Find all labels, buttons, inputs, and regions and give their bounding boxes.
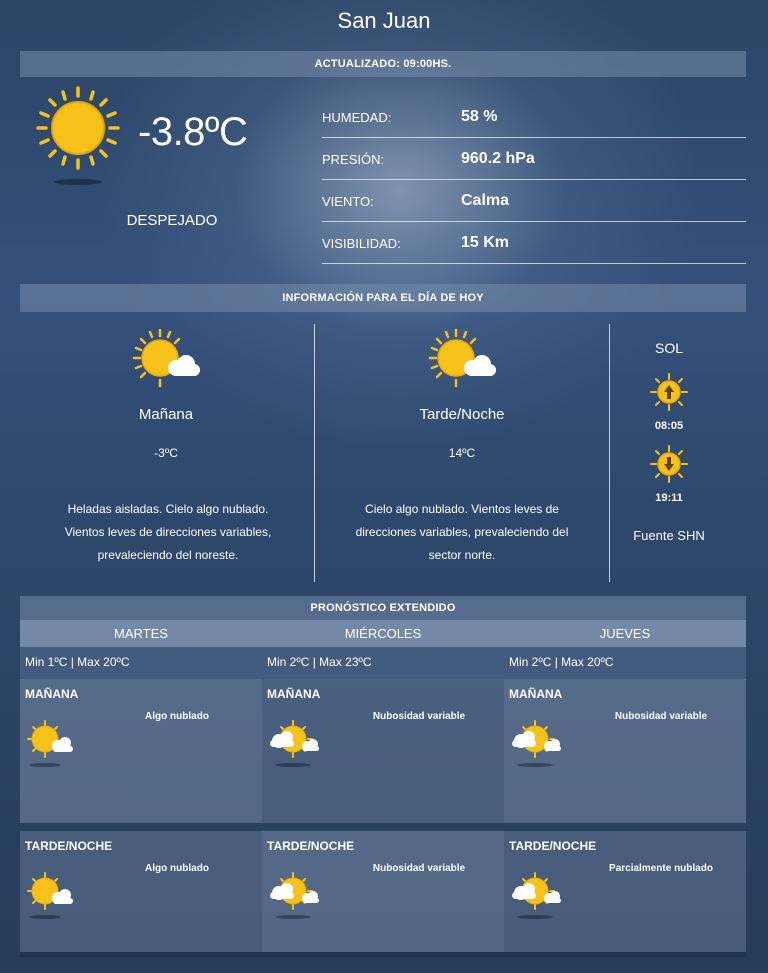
forecast-description: Nubosidad variable	[372, 711, 466, 722]
source-label: Fuente SHN	[633, 528, 705, 543]
today-section-bar: INFORMACIÓN PARA EL DÍA DE HOY	[20, 284, 746, 312]
forecast-description: Parcialmente nublado	[609, 863, 713, 874]
stat-label: VIENTO:	[322, 194, 374, 209]
extended-section-bar: PRONÓSTICO EXTENDIDO	[20, 596, 746, 620]
stat-value: 960.2 hPa	[461, 149, 535, 167]
forecast-morning-cell	[504, 679, 746, 823]
forecast-evening-cell	[20, 831, 262, 952]
forecast-description: Algo nublado	[145, 711, 209, 722]
stat-humidity	[322, 96, 746, 138]
sun-cloud-icon	[428, 328, 498, 395]
sun-title: SOL	[654, 340, 683, 356]
forecast-period-label: TARDE/NOCHE	[267, 839, 355, 853]
column-divider	[314, 324, 315, 582]
stat-value: 15 Km	[461, 233, 510, 251]
sun-cloud-icon	[132, 328, 202, 395]
forecast-period-label: MAÑANA	[509, 687, 563, 701]
forecast-day-column	[20, 620, 262, 952]
city-title: San Juan	[337, 8, 431, 33]
forecast-period-label: TARDE/NOCHE	[509, 839, 597, 853]
forecast-day-name: MARTES	[20, 620, 262, 647]
forecast-description: Nubosidad variable	[372, 863, 466, 874]
current-condition: DESPEJADO	[126, 212, 218, 229]
sunset-icon	[649, 444, 689, 489]
sun-cloud-icon	[25, 719, 77, 774]
sunrise-time: 08:05	[654, 420, 684, 432]
forecast-description: Nubosidad variable	[614, 711, 708, 722]
stat-wind	[322, 180, 746, 222]
cloud-sun-icon	[267, 871, 323, 926]
sun-icon	[34, 86, 122, 195]
description-line: sector norte.	[428, 548, 496, 562]
stat-label: VISIBILIDAD:	[322, 236, 401, 251]
bottom-divider	[20, 952, 746, 957]
forecast-description: Algo nublado	[145, 863, 209, 874]
forecast-evening-cell	[262, 831, 504, 952]
description-line: Vientos leves de direcciones variables,	[64, 525, 272, 539]
forecast-period-label: MAÑANA	[267, 687, 321, 701]
period-temp: 14ºC	[448, 446, 476, 460]
period-temp: -3ºC	[154, 446, 178, 460]
forecast-period-label: TARDE/NOCHE	[25, 839, 113, 853]
description-line: Heladas aisladas. Cielo algo nublado.	[67, 502, 269, 516]
stat-label: PRESIÓN:	[322, 152, 385, 167]
period-description	[320, 498, 604, 567]
cloud-sun-icon	[509, 719, 565, 774]
forecast-minmax: Min 1ºC | Max 20ºC	[20, 647, 262, 679]
stat-value: Calma	[461, 191, 510, 209]
forecast-day-column	[504, 620, 746, 952]
description-line: direcciones variables, prevaleciendo del	[355, 525, 569, 539]
description-line: Cielo algo nublado. Vientos leves de	[365, 502, 559, 516]
current-stats	[322, 96, 746, 264]
forecast-evening-cell	[504, 831, 746, 952]
column-divider	[609, 324, 610, 582]
stat-label: HUMEDAD:	[322, 110, 392, 125]
forecast-morning-cell	[20, 679, 262, 823]
current-temperature: -3.8ºC	[138, 110, 248, 154]
stat-value: 58 %	[461, 107, 498, 125]
period-name: Tarde/Noche	[419, 406, 505, 423]
forecast-minmax: Min 2ºC | Max 23ºC	[262, 647, 504, 679]
stat-pressure	[322, 138, 746, 180]
period-name: Mañana	[138, 406, 194, 423]
forecast-day-column	[262, 620, 504, 952]
forecast-day-name: JUEVES	[504, 620, 746, 647]
description-line: prevaleciendo del noreste.	[97, 548, 239, 562]
forecast-day-name: MIÉRCOLES	[262, 620, 504, 647]
stat-visibility	[322, 222, 746, 264]
forecast-period-label: MAÑANA	[25, 687, 79, 701]
sunrise-icon	[649, 372, 689, 417]
cloud-sun-icon	[267, 719, 323, 774]
sunset-time: 19:11	[655, 492, 683, 504]
sun-cloud-icon	[25, 871, 77, 926]
forecast-minmax: Min 2ºC | Max 20ºC	[504, 647, 746, 679]
period-description	[26, 498, 310, 567]
updated-bar: ACTUALIZADO: 09:00HS.	[20, 51, 746, 77]
cloud-sun-icon	[509, 871, 565, 926]
forecast-morning-cell	[262, 679, 504, 823]
